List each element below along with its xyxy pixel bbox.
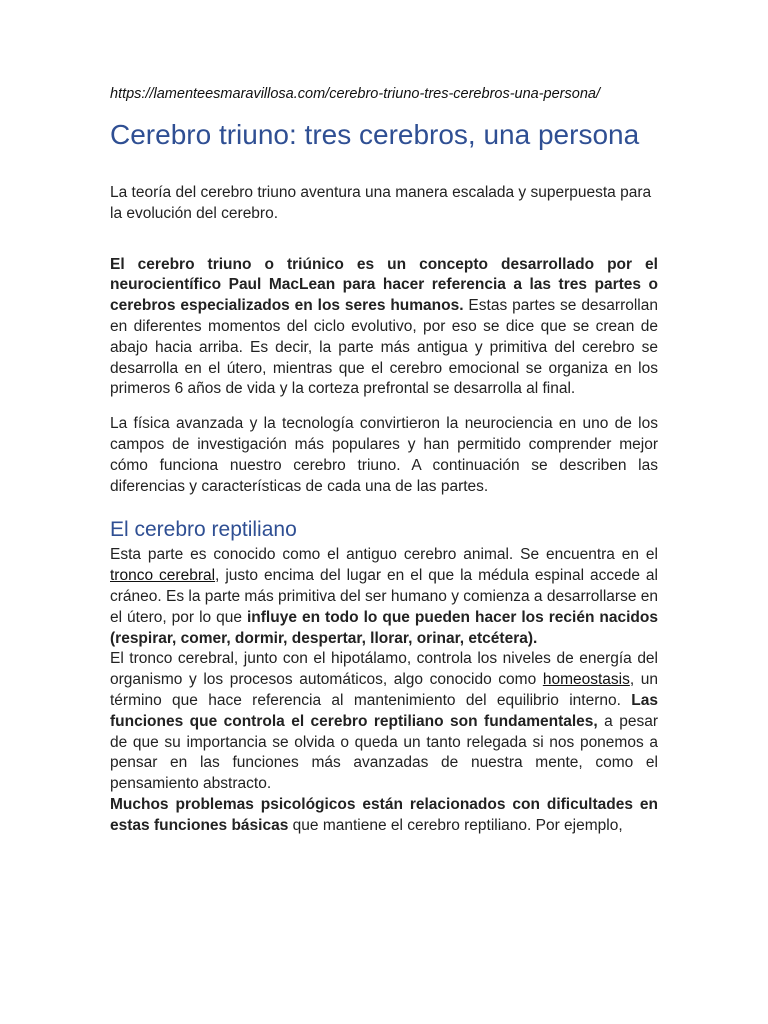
bold-text: El cerebro triuno o triúnico es un concepto desarrollado por el neurocientífico Paul MacLean para hacer referencia a las tres partes o cerebros especializados en los seres humanos. xyxy=(110,255,658,315)
body-text: a pesar de que su importancia se olvida o queda un tanto relegada si nos ponemos a pensar en las funciones más avanzadas de nuestra mente, como el pensamiento abstracto. xyxy=(110,712,658,793)
source-url: https://lamenteesmaravillosa.com/cerebro-triuno-tres-cerebros-una-persona/ xyxy=(110,86,600,102)
paragraph-definition xyxy=(110,255,658,401)
body-text: Estas partes se desarrollan en diferentes momentos del ciclo evolutivo, por eso se dice que se crean de abajo hacia arriba. Es decir, la parte más antigua y primitiva del cerebro se desarrolla en el útero, mientras que el cerebro emocional se organiza en los primeros 6 años de vida y la corteza prefrontal se desarrolla al final. xyxy=(110,297,658,398)
link-homeostasis[interactable]: homeostasis xyxy=(542,671,630,689)
section-heading-reptilian: El cerebro reptiliano xyxy=(110,518,297,542)
paragraph-neuroscience: La física avanzada y la tecnología convirtieron la neurociencia en uno de los campos de investigación más populares y han permitido comprender mejor cómo funciona nuestro cerebro triuno. A continuación se describen las diferencias y características de cada una de las partes. xyxy=(110,415,658,495)
bold-text: Muchos problemas psicológicos están relacionados con dificultades en estas funciones básicas xyxy=(110,795,658,834)
bold-text: influye en todo lo que pueden hacer los recién nacidos (respirar, comer, dormir, despertar, llorar, orinar, etcétera). xyxy=(110,608,658,647)
body-text: que mantiene el cerebro reptiliano. Por ejemplo, xyxy=(288,816,623,834)
intro-paragraph: La teoría del cerebro triuno aventura una manera escalada y superpuesta para la evolución del cerebro. xyxy=(110,184,652,222)
body-text: , un término que hace referencia al mantenimiento del equilibrio interno. xyxy=(110,671,658,709)
paragraph-reptilian-problems xyxy=(110,795,658,837)
body-text: El tronco cerebral, junto con el hipotálamo, controla los niveles de energía del organismo y los procesos automáticos, algo conocido como xyxy=(110,650,658,689)
bold-text: Las funciones que controla el cerebro reptiliano son fundamentales, xyxy=(110,691,658,730)
page-title: Cerebro triuno: tres cerebros, una persona xyxy=(110,119,640,150)
link-tronco-cerebral[interactable]: tronco cerebral xyxy=(110,567,216,585)
paragraph-reptilian-homeostasis xyxy=(110,649,658,795)
body-text: Esta parte es conocido como el antiguo cerebro animal. Se encuentra en el xyxy=(110,546,658,564)
body-text: , justo encima del lugar en el que la médula espinal accede al cráneo. Es la parte más primitiva del ser humano y comienza a desarrollarse en el útero, por lo que xyxy=(110,567,658,626)
paragraph-reptilian-location xyxy=(110,545,658,649)
document-page xyxy=(110,84,658,837)
